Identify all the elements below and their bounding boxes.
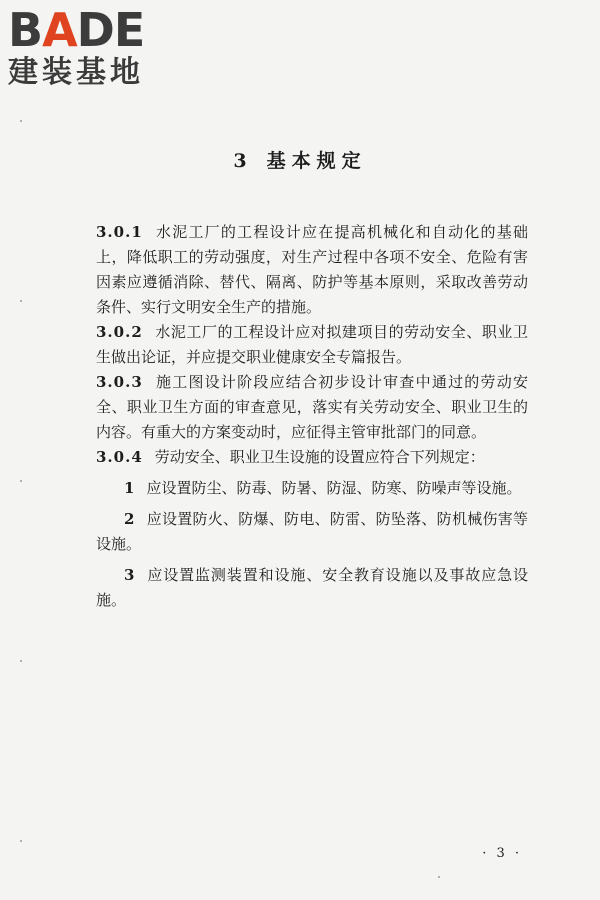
list-item-3	[96, 563, 528, 613]
scan-speck	[20, 480, 22, 482]
list-item-1	[96, 476, 528, 501]
list-item-2	[96, 507, 528, 557]
logo-subtitle: 建装基地	[8, 55, 144, 90]
item-text: 应设置防火、防爆、防电、防雷、防坠落、防机械伤害等设施。	[96, 510, 528, 553]
logo-letter-d: D	[76, 3, 114, 57]
scan-speck	[438, 876, 440, 878]
clause-3-0-2	[96, 320, 528, 370]
item-text: 应设置监测装置和设施、安全教育设施以及事故应急设施。	[96, 566, 528, 609]
document-body	[96, 220, 528, 619]
logo-letter-b: B	[8, 3, 43, 57]
clause-text: 劳动安全、职业卫生设施的设置应符合下列规定：	[154, 448, 485, 466]
clause-number: 3.0.4	[96, 448, 143, 466]
item-text: 应设置防尘、防毒、防暑、防湿、防寒、防噪声等设施。	[146, 479, 522, 497]
clause-3-0-4	[96, 445, 528, 470]
chapter-number: 3	[233, 150, 253, 172]
item-number: 2	[124, 510, 135, 528]
chapter-title-text: 基本规定	[266, 150, 367, 172]
scan-speck	[20, 660, 22, 662]
logo-wordmark	[8, 3, 178, 57]
bade-logo	[8, 3, 178, 90]
clause-3-0-1	[96, 220, 528, 320]
scan-speck	[20, 120, 22, 122]
clause-number: 3.0.2	[96, 323, 143, 341]
logo-letter-a: A	[42, 3, 77, 57]
page-number: · 3 ·	[482, 846, 522, 861]
clause-number: 3.0.1	[96, 223, 143, 241]
item-number: 3	[124, 566, 135, 584]
item-number: 1	[124, 479, 135, 497]
chapter-title	[0, 146, 600, 173]
clause-text: 水泥工厂的工程设计应在提高机械化和自动化的基础上，降低职工的劳动强度，对生产过程中各项不安全、危险有害因素应遵循消除、替代、隔离、防护等基本原则，采取改善劳动条件、实行文明安全生产的措施。	[96, 223, 528, 316]
scan-speck	[20, 840, 22, 842]
clause-text: 施工图设计阶段应结合初步设计审查中通过的劳动安全、职业卫生方面的审查意见，落实有关劳动安全、职业卫生的内容。有重大的方案变动时，应征得主管审批部门的同意。	[96, 373, 528, 441]
logo-letter-e: E	[113, 3, 145, 57]
scan-speck	[20, 300, 22, 302]
clause-3-0-3	[96, 370, 528, 445]
clause-text: 水泥工厂的工程设计应对拟建项目的劳动安全、职业卫生做出论证，并应提交职业健康安全专篇报告。	[96, 323, 528, 366]
clause-number: 3.0.3	[96, 373, 143, 391]
